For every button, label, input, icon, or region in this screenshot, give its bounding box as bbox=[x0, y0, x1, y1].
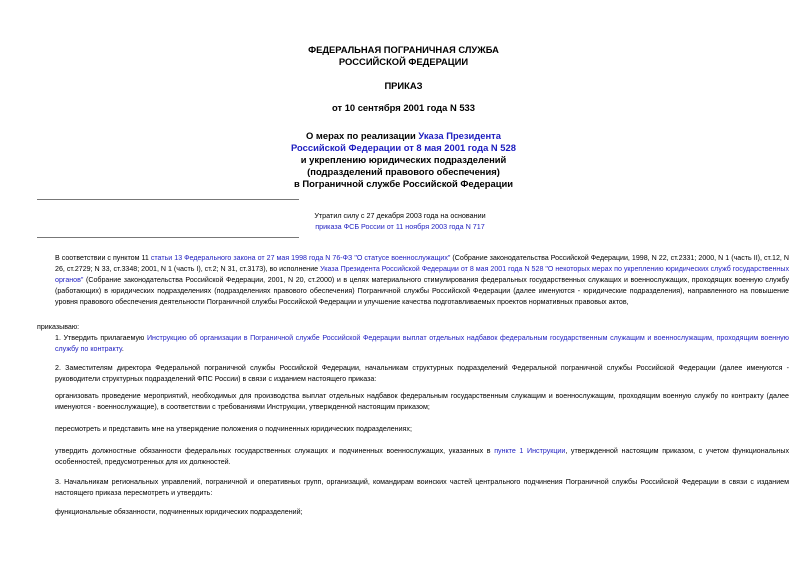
clause-2: 2. Заместителям директора Федеральной пограничной службы Российской Федерации, начальникам структурных подразделений Федеральной пограничной службы Российской Федерации (далее именуются - руководители структурных подразделений ФПС России) в связи с изданием настоящего приказа: bbox=[55, 364, 789, 384]
clause-1: 1. Утвердить прилагаемую Инструкцию об организации в Пограничной службе Российской Федерации выплат отдельных надбавок федеральным государственным служащим и военнослужащим, проходящим военную службу по контракту. bbox=[55, 334, 790, 354]
status-note-link[interactable]: приказа ФСБ России от 11 ноября 2003 года N 717 bbox=[315, 222, 485, 231]
divider-top bbox=[37, 199, 299, 200]
preamble-paragraph: В соответствии с пунктом 11 статьи 13 Федерального закона от 27 мая 1998 года N 76-ФЗ "О статусе военнослужащих" (Собрание законодательства Российской Федерации, 1998, N 22, ст.2331; 2000, N 1 (часть II), ст.12, N 26, ст.2729; N 33, ст.3348; 2001, N 1 (часть I), ст.2; N 31, ст.3173), во исполнение Указа Президента Российской Федерации от 8 мая 2001 года N 528 "О некоторых мерах по укреплению юридических служб государственных органов" (Собрание законодательства Российской Федерации, 2001, N 20, ст.2000) и в целях материального стимулирования федеральных государственных служащих и военнослужащих, проходящих военную службу (работающих) в юридических подразделениях (подразделениях правового обеспечения) Пограничной службы Российской Федерации (далее именуются - юридические подразделения), направленного на повышение уровня правового обеспечения деятельности Пограничной службы Российской Федерации и улучшение качества подготавливаемых проектов нормативных правовых актов, bbox=[55, 254, 789, 307]
organization-line-1: ФЕДЕРАЛЬНАЯ ПОГРАНИЧНАЯ СЛУЖБА bbox=[308, 44, 499, 55]
instruction-point-1-link[interactable]: пункте 1 Инструкции bbox=[494, 447, 566, 455]
organization-line-2: РОССИЙСКОЙ ФЕДЕРАЦИИ bbox=[338, 56, 469, 67]
title-decree-link[interactable]: Указа Президента bbox=[418, 130, 501, 141]
organization-name bbox=[0, 44, 807, 68]
federal-law-link[interactable]: статьи 13 Федерального закона от 27 мая 1998 года N 76-ФЗ "О статусе военнослужащих" bbox=[150, 254, 451, 262]
title-line-5: в Пограничной службе Российской Федерации bbox=[294, 178, 513, 189]
clause-2-item-1: организовать проведение мероприятий, необходимых для производства выплат отдельных надбавок федеральным государственным служащим и военнослужащим, проходящим военную службу по контракту (далее именуются - военнослужащие), в соответствии с требованиями Инструкции, утвержденной настоящим приказом; bbox=[55, 392, 789, 412]
title-decree-link-cont[interactable]: Российской Федерации от 8 мая 2001 года N 528 bbox=[291, 142, 516, 153]
decree-528-link[interactable]: Указа Президента Российской Федерации от 8 мая 2001 года N 528 "О некоторых мерах по укреплению юридических служб государственных органов" bbox=[55, 265, 789, 285]
clause-2-item-3: утвердить должностные обязанности федеральных государственных служащих и подчиненных военнослужащих, указанных в пункте 1 Инструкции, утвержденной настоящим приказом, с учетом функциональных особенностей, предусмотренных для их должностей. bbox=[55, 447, 789, 467]
title-line-4: (подразделений правового обеспечения) bbox=[307, 166, 500, 177]
title-text: О мерах по реализации bbox=[306, 130, 419, 141]
document-type: ПРИКАЗ bbox=[384, 80, 423, 91]
clause-3-item-1: функциональные обязанности, подчиненных юридических подразделений; bbox=[55, 508, 303, 516]
instruction-link[interactable]: Инструкцию об организации в Пограничной службе Российской Федерации выплат отдельных надбавок федеральным государственным служащим и военнослужащим, проходящим военную службу по контракту bbox=[55, 334, 790, 354]
document-date-number: от 10 сентября 2001 года N 533 bbox=[332, 102, 475, 113]
status-note bbox=[300, 210, 500, 232]
clause-3: 3. Начальникам региональных управлений, пограничной и оперативных групп, организаций, командирам воинских частей центрального подчинения Пограничной службы Российской Федерации в связи с изданием настоящего приказа пересмотреть и утвердить: bbox=[55, 478, 789, 498]
order-word: приказываю: bbox=[37, 323, 80, 331]
status-note-text: Утратил силу с 27 декабря 2003 года на основании bbox=[314, 211, 486, 220]
document-title bbox=[0, 130, 807, 190]
clause-2-item-2: пересмотреть и представить мне на утверждение положения о подчиненных юридических подразделениях; bbox=[55, 425, 412, 433]
divider-bottom bbox=[37, 237, 299, 238]
title-line-3: и укреплению юридических подразделений bbox=[300, 154, 507, 165]
